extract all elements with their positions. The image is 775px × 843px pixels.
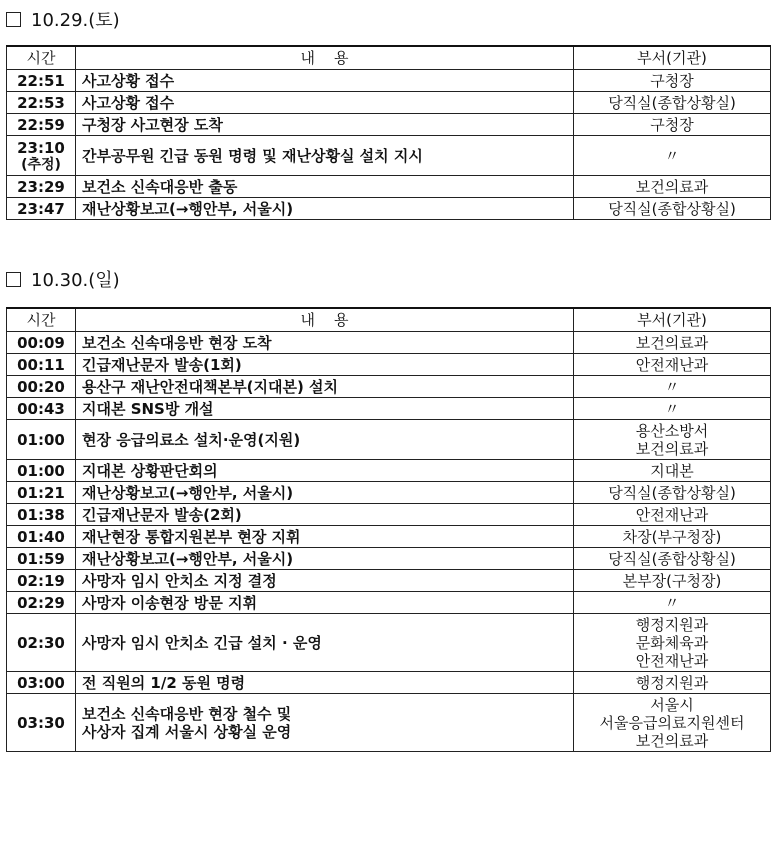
table-row [7,570,771,592]
row-time-value: 23:29 [17,177,65,196]
row-content: 긴급재난문자 발송(1회) [76,354,574,376]
row-time-value: 02:30 [17,633,65,652]
row-time-value: 00:11 [17,355,65,374]
row-time-value: 01:59 [17,549,65,568]
row-content: 긴급재난문자 발송(2회) [76,504,574,526]
row-time [7,482,76,504]
header-content: 내 용 [76,308,574,332]
row-department: 행정지원과 [574,672,771,694]
row-content: 전 직원의 1/2 동원 명령 [76,672,574,694]
row-department: 〃 [574,398,771,420]
table-row [7,70,771,92]
row-time [7,354,76,376]
row-content: 보건소 신속대응반 현장 도착 [76,332,574,354]
row-time-value: 00:09 [17,333,65,352]
row-department: 당직실(종합상황실) [574,198,771,220]
row-content: 재난현장 통합지원본부 현장 지휘 [76,526,574,548]
row-time [7,672,76,694]
row-time-value: 22:53 [17,93,65,112]
header-content: 내 용 [76,46,574,70]
row-department: 구청장 [574,114,771,136]
row-department: 당직실(종합상황실) [574,92,771,114]
table-row [7,376,771,398]
row-time [7,198,76,220]
row-content: 재난상황보고(→행안부, 서울시) [76,198,574,220]
row-time [7,526,76,548]
row-content: 재난상황보고(→행안부, 서울시) [76,482,574,504]
table-row [7,92,771,114]
table-row [7,176,771,198]
row-department: 보건의료과 [574,176,771,198]
row-time-value: 01:00 [17,430,65,449]
row-time-value: 02:29 [17,593,65,612]
row-content: 보건소 신속대응반 출동 [76,176,574,198]
row-time-value: 01:40 [17,527,65,546]
row-time-value: 01:21 [17,483,65,502]
table-row [7,548,771,570]
table-header-row [7,46,771,70]
row-content: 지대본 상황판단회의 [76,460,574,482]
table-row [7,398,771,420]
row-content: 현장 응급의료소 설치·운영(지원) [76,420,574,460]
row-department: 〃 [574,136,771,176]
table-row [7,614,771,672]
row-content: 사망자 이송현장 방문 지휘 [76,592,574,614]
row-content: 사망자 임시 안치소 긴급 설치 · 운영 [76,614,574,672]
table-row [7,460,771,482]
row-department: 안전재난과 [574,504,771,526]
timeline-table-1030 [6,307,771,752]
table-row [7,332,771,354]
table-row [7,694,771,752]
row-time [7,614,76,672]
section-date: 10.30.(일) [31,270,120,291]
row-time [7,176,76,198]
row-department: 〃 [574,376,771,398]
table-row [7,114,771,136]
row-time [7,136,76,176]
checkbox-square-icon [6,12,21,27]
row-content: 사망자 임시 안치소 지정 결정 [76,570,574,592]
row-time [7,592,76,614]
row-time-value: 00:43 [17,399,65,418]
table-row [7,672,771,694]
timeline-table-1029 [6,45,771,220]
row-time [7,332,76,354]
row-department: 서울시 서울응급의료지원센터 보건의료과 [574,694,771,752]
row-time [7,460,76,482]
header-time: 시간 [7,46,76,70]
table-row [7,198,771,220]
row-time [7,694,76,752]
row-department: 당직실(종합상황실) [574,482,771,504]
row-time-value: 02:19 [17,571,65,590]
row-department: 〃 [574,592,771,614]
header-department: 부서(기관) [574,308,771,332]
row-content: 지대본 SNS방 개설 [76,398,574,420]
row-department: 본부장(구청장) [574,570,771,592]
row-time-value: 01:00 [17,461,65,480]
row-time [7,92,76,114]
row-content: 재난상황보고(→행안부, 서울시) [76,548,574,570]
row-department: 용산소방서 보건의료과 [574,420,771,460]
row-department: 행정지원과 문화체육과 안전재난과 [574,614,771,672]
row-time-value: 00:20 [17,377,65,396]
row-department: 안전재난과 [574,354,771,376]
row-content: 구청장 사고현장 도착 [76,114,574,136]
row-time [7,504,76,526]
row-content: 보건소 신속대응반 현장 철수 및 사상자 집계 서울시 상황실 운영 [76,694,574,752]
table-row [7,592,771,614]
row-department: 차장(부구청장) [574,526,771,548]
row-time-value: 03:00 [17,673,65,692]
row-time [7,398,76,420]
row-time-note: (추정) [21,156,61,173]
header-department: 부서(기관) [574,46,771,70]
row-time-value: 23:47 [17,199,65,218]
row-time [7,114,76,136]
table-row [7,504,771,526]
row-time [7,70,76,92]
table-row [7,136,771,176]
table-row [7,526,771,548]
row-department: 지대본 [574,460,771,482]
row-content: 사고상황 접수 [76,70,574,92]
table-row [7,420,771,460]
section-date: 10.29.(토) [31,10,120,31]
row-content: 용산구 재난안전대책본부(지대본) 설치 [76,376,574,398]
row-time-value: 22:59 [17,115,65,134]
table-header-row [7,308,771,332]
row-time [7,420,76,460]
row-time-value: 03:30 [17,713,65,732]
table-row [7,482,771,504]
row-time-value: 01:38 [17,505,65,524]
row-time-value: 22:51 [17,71,65,90]
row-department: 구청장 [574,70,771,92]
row-department: 보건의료과 [574,332,771,354]
row-time [7,548,76,570]
row-time-value: 23:10 [17,138,65,157]
row-content: 간부공무원 긴급 동원 명령 및 재난상황실 설치 지시 [76,136,574,176]
section-title-1029 [6,6,120,32]
checkbox-square-icon [6,272,21,287]
table-row [7,354,771,376]
row-department: 당직실(종합상황실) [574,548,771,570]
row-time [7,570,76,592]
section-title-1030 [6,266,120,292]
row-time [7,376,76,398]
header-time: 시간 [7,308,76,332]
row-content: 사고상황 접수 [76,92,574,114]
